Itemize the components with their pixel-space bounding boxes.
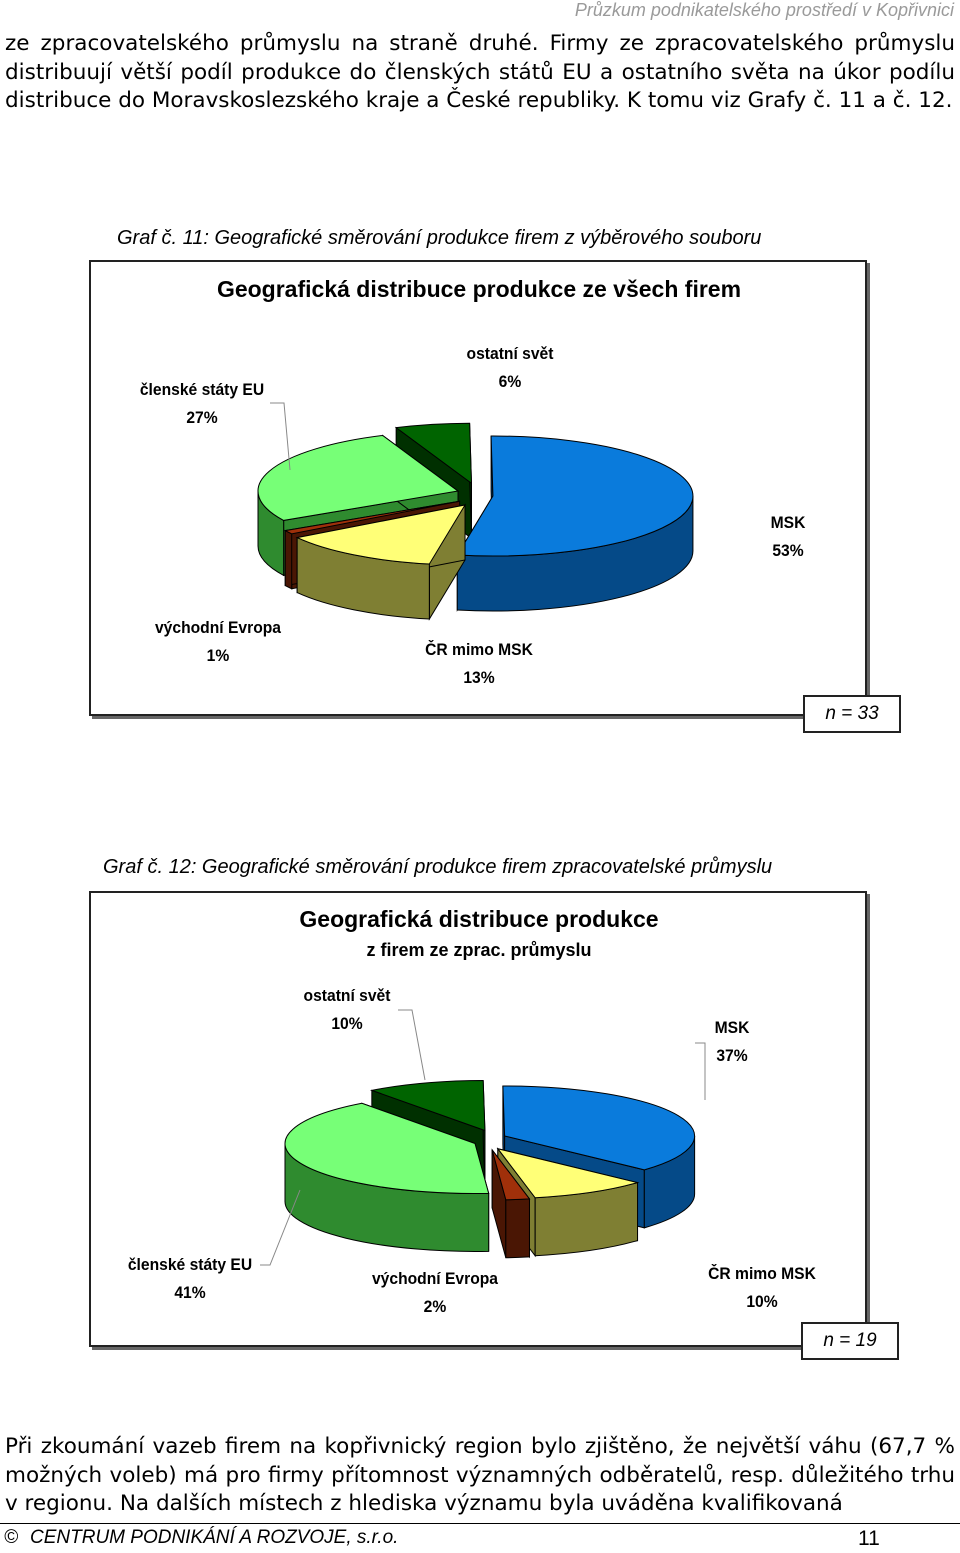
g12-label-svet: ostatní svět 10% bbox=[303, 986, 391, 1033]
running-header: Průzkum podnikatelského prostředí v Kopřivnici bbox=[574, 0, 954, 20]
g11-slice-vych-rim-0 bbox=[285, 531, 291, 589]
g11-label-svet: ostatní svět 6% bbox=[466, 344, 554, 391]
g12-slice-vych-rim-0 bbox=[506, 1199, 530, 1258]
g12-label-cr: ČR mimo MSK 10% bbox=[708, 1264, 816, 1311]
g12-n-box: n = 19 bbox=[801, 1322, 899, 1360]
footer-page-number: 11 bbox=[858, 1527, 880, 1550]
footer-company: CENTRUM PODNIKÁNÍ A ROZVOJE, s.r.o. bbox=[30, 1527, 399, 1548]
g11-label-cr: ČR mimo MSK 13% bbox=[425, 640, 533, 687]
outro-paragraph: Při zkoumání vazeb firem na kopřivnický region bylo zjištěno, že největší váhu (67,7 % možných voleb) má pro firmy přítomnost významných odběratelů, resp. důležitého trhu v regionu. Na dalších místech z hlediska významu byla uváděna kvalifikovaná bbox=[5, 1434, 955, 1516]
footer-rule bbox=[0, 1523, 960, 1524]
g12-label-eu: členské státy EU 41% bbox=[127, 1255, 253, 1302]
g12-label-vychod: východní Evropa 2% bbox=[371, 1269, 499, 1316]
g11-label-msk: MSK 53% bbox=[770, 513, 806, 560]
graph12-subtitle: z firem ze zprac. průmyslu bbox=[366, 940, 592, 960]
graph12-caption: Graf č. 12: Geografické směrování produkce firem zpracovatelské průmyslu bbox=[103, 856, 773, 878]
graph12-title: Geografická distribuce produkce bbox=[299, 906, 659, 932]
g12-label-msk: MSK 37% bbox=[714, 1018, 750, 1065]
g11-n-box: n = 33 bbox=[803, 695, 901, 733]
g11-label-eu: členské státy EU 27% bbox=[139, 380, 265, 427]
graph11-title: Geografická distribuce produkce ze všech firem bbox=[216, 276, 742, 302]
intro-paragraph: ze zpracovatelského průmyslu na straně druhé. Firmy ze zpracovatelského průmyslu distribuují větší podíl produkce do členských států EU a ostatního světa na úkor podílu distribuce do Moravskoslezského kraje a České republiky. K tomu viz Grafy č. 11 a č. 12. bbox=[5, 31, 955, 113]
g11-label-vychod: východní Evropa 1% bbox=[154, 618, 282, 665]
footer-copyright: © bbox=[4, 1527, 18, 1548]
graph11-caption: Graf č. 11: Geografické směrování produkce firem z výběrového souboru bbox=[117, 227, 762, 249]
